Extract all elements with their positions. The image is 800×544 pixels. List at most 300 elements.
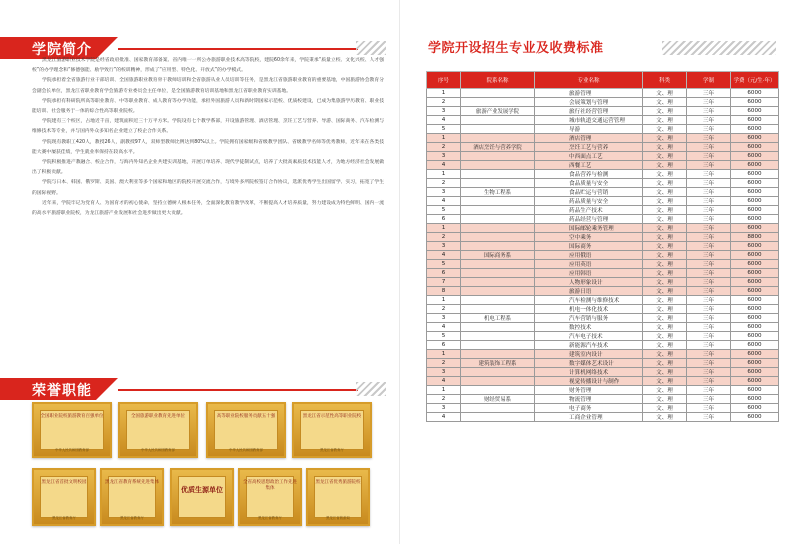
cell-no: 3 [427,404,461,413]
cell-years: 三年 [687,251,731,260]
table-row [427,233,779,242]
intro-paragraph: 学院承担着全省旅游行业干部培训、全国旅游职业教育骨干教师培训和全省旅游从业人员培训等任务，是黑龙江省旅游职业教育的重要基地，中国旅游协会教育分会副会长单位，黑龙江省职业教育学会旅游专业委员会主任单位，是全国旅游教育培训基地和黑龙江省职业教育实训基地。 [32,78,384,94]
cell-fee: 6000 [731,296,779,305]
honor-plaque [32,402,112,458]
table-row [427,224,779,233]
honor-plaque [170,468,234,526]
plaque-text: 黑龙江省示范性高等职业院校 [302,414,362,419]
cell-dept [461,377,535,386]
cell-major: 电子商务 [535,404,643,413]
cell-years: 三年 [687,242,731,251]
cell-years: 三年 [687,350,731,359]
cell-major: 机电一体化技术 [535,305,643,314]
table-row [427,260,779,269]
cell-fee: 6000 [731,197,779,206]
plaque-issuer: 中华人民共和国教育部 [141,448,175,452]
cell-major: 城市轨道交通运营管理 [535,116,643,125]
cell-years: 三年 [687,224,731,233]
cell-major: 数控技术 [535,323,643,332]
plaque-text: 黑龙江省教育系统先进集体 [105,480,159,485]
cell-type: 文、理 [643,296,687,305]
cell-type: 文、理 [643,395,687,404]
plaque-issuer: 黑龙江省教育厅 [320,448,344,452]
cell-dept [461,260,535,269]
cell-no: 1 [427,224,461,233]
cell-type: 文、理 [643,134,687,143]
cell-fee: 6000 [731,359,779,368]
cell-fee: 6000 [731,404,779,413]
cell-major: 应用韩语 [535,269,643,278]
cell-years: 三年 [687,170,731,179]
cell-no: 4 [427,116,461,125]
cell-dept: 酒店烹饪与营养学院 [461,143,535,152]
honor-plaque [100,468,164,526]
honor-plaque [206,402,286,458]
table-row [427,395,779,404]
honor-header [0,378,400,400]
cell-no: 8 [427,287,461,296]
decor-stripes [356,382,386,396]
cell-dept [461,224,535,233]
table-row [427,215,779,224]
plaque-issuer: 黑龙江省教育厅 [52,516,76,520]
cell-type: 文、理 [643,413,687,422]
cell-dept [461,332,535,341]
table-row [427,278,779,287]
cell-major: 汽车营销与服务 [535,314,643,323]
cell-major: 应用英语 [535,260,643,269]
cell-major: 人物形象设计 [535,278,643,287]
cell-no: 2 [427,233,461,242]
cell-type: 文、理 [643,368,687,377]
column-header: 序号 [427,72,461,89]
plaque-text: 优质生源单位 [181,486,223,494]
table-row [427,386,779,395]
cell-major: 食品营养与检测 [535,170,643,179]
fee-table-title: 学院开设招生专业及收费标准 [428,41,604,56]
cell-dept [461,134,535,143]
cell-dept [461,206,535,215]
cell-years: 三年 [687,116,731,125]
honor-plaque [32,468,96,526]
cell-years: 三年 [687,179,731,188]
decor-stripes [662,41,776,55]
cell-no: 6 [427,215,461,224]
cell-years: 三年 [687,323,731,332]
cell-dept: 国际商务系 [461,251,535,260]
cell-type: 文、理 [643,404,687,413]
plaque-text: 全国职业院校旅游教育百强单位 [40,414,104,419]
cell-major: 旅游管理 [535,89,643,98]
cell-type: 文、理 [643,98,687,107]
cell-fee: 6000 [731,251,779,260]
cell-dept [461,98,535,107]
cell-type: 文、理 [643,287,687,296]
table-row [427,296,779,305]
honor-plaque [118,402,198,458]
cell-type: 文、理 [643,386,687,395]
cell-years: 三年 [687,359,731,368]
cell-no: 1 [427,170,461,179]
cell-type: 文、理 [643,278,687,287]
cell-major: 空中乘务 [535,233,643,242]
cell-major: 计算机网络技术 [535,368,643,377]
cell-fee: 6000 [731,386,779,395]
table-row [427,314,779,323]
cell-no: 1 [427,350,461,359]
cell-dept [461,287,535,296]
cell-major: 旅游日语 [535,287,643,296]
cell-type: 文、理 [643,170,687,179]
cell-years: 三年 [687,341,731,350]
cell-dept [461,386,535,395]
cell-major: 视觉传播设计与制作 [535,377,643,386]
cell-years: 三年 [687,332,731,341]
cell-fee: 8800 [731,233,779,242]
cell-years: 三年 [687,206,731,215]
table-row [427,287,779,296]
cell-dept [461,341,535,350]
plaque-issuer: 中华人民共和国教育部 [229,448,263,452]
cell-dept [461,296,535,305]
plaque-text: 全国旅游职业教育先进单位 [131,414,185,419]
cell-major: 物流管理 [535,395,643,404]
cell-type: 文、理 [643,161,687,170]
table-row [427,188,779,197]
cell-dept [461,233,535,242]
cell-years: 三年 [687,161,731,170]
cell-fee: 6000 [731,152,779,161]
cell-fee: 6000 [731,341,779,350]
cell-no: 1 [427,296,461,305]
fee-table-container [426,71,778,422]
cell-years: 三年 [687,314,731,323]
cell-dept [461,368,535,377]
cell-dept [461,404,535,413]
cell-years: 三年 [687,107,731,116]
table-row [427,368,779,377]
table-row [427,116,779,125]
table-row [427,332,779,341]
table-row [427,413,779,422]
cell-dept [461,413,535,422]
cell-no: 4 [427,251,461,260]
cell-dept [461,242,535,251]
cell-dept [461,170,535,179]
cell-no: 4 [427,413,461,422]
cell-years: 三年 [687,413,731,422]
cell-no: 4 [427,323,461,332]
cell-fee: 6000 [731,170,779,179]
cell-years: 三年 [687,215,731,224]
cell-fee: 6000 [731,116,779,125]
table-row [427,323,779,332]
cell-no: 2 [427,179,461,188]
table-row [427,170,779,179]
table-row [427,107,779,116]
intro-paragraph: 学院现有教职工420人，教授26人，副教授97人，双师型教师比例达到80%以上。学院拥有国家级和省级教学团队、省级教学名师等优秀教师，近年来在各类技能大赛中屡获佳绩，学生就业率保持在较高水平。 [32,139,384,155]
cell-type: 文、理 [643,89,687,98]
cell-type: 文、理 [643,197,687,206]
cell-years: 三年 [687,395,731,404]
cell-dept [461,116,535,125]
table-header-row [427,72,779,89]
cell-years: 三年 [687,233,731,242]
cell-years: 三年 [687,305,731,314]
cell-type: 文、理 [643,314,687,323]
cell-fee: 6000 [731,332,779,341]
table-row [427,404,779,413]
intro-paragraph: 学院建有三个校区，占地近千亩，建筑面积近三十万平方米。学院设有七个教学系部，开设旅游管理、酒店管理、烹饪工艺与营养、导游、国际商务、汽车检测与维修技术等专业，并与国内外众多知名企业建立了校企合作关系。 [32,119,384,135]
cell-type: 文、理 [643,143,687,152]
cell-no: 6 [427,341,461,350]
cell-no: 2 [427,359,461,368]
cell-years: 三年 [687,377,731,386]
cell-major: 中西面点工艺 [535,152,643,161]
cell-type: 文、理 [643,332,687,341]
cell-major: 工商企业管理 [535,413,643,422]
cell-major: 应用俄语 [535,251,643,260]
cell-fee: 6000 [731,206,779,215]
cell-no: 5 [427,206,461,215]
table-row [427,125,779,134]
honor-plaque [292,402,372,458]
cell-major: 烹饪工艺与营养 [535,143,643,152]
table-row [427,341,779,350]
plaque-issuer: 黑龙江省旅游局 [326,516,350,520]
cell-type: 文、理 [643,377,687,386]
cell-years: 三年 [687,368,731,377]
cell-type: 文、理 [643,215,687,224]
table-row [427,152,779,161]
cell-type: 文、理 [643,224,687,233]
column-header: 专业名称 [535,72,643,89]
honor-plaque [238,468,302,526]
cell-fee: 6000 [731,161,779,170]
cell-fee: 6000 [731,278,779,287]
column-header: 科类 [643,72,687,89]
cell-type: 文、理 [643,188,687,197]
cell-no: 3 [427,188,461,197]
cell-type: 文、理 [643,152,687,161]
cell-type: 文、理 [643,179,687,188]
cell-type: 文、理 [643,341,687,350]
cell-no: 2 [427,305,461,314]
cell-major: 汽车电子技术 [535,332,643,341]
cell-dept: 建筑装饰工程系 [461,359,535,368]
cell-fee: 6000 [731,125,779,134]
table-row [427,359,779,368]
plaque-text: 黑龙江省首批文明校园 [41,480,87,485]
cell-dept [461,215,535,224]
table-row [427,89,779,98]
cell-dept [461,305,535,314]
honor-title: 荣誉职能 [32,383,92,399]
cell-fee: 6000 [731,413,779,422]
cell-major: 财务管理 [535,386,643,395]
cell-major: 数字媒体艺术设计 [535,359,643,368]
cell-years: 三年 [687,125,731,134]
table-row [427,197,779,206]
cell-fee: 6000 [731,134,779,143]
table-row [427,242,779,251]
cell-no: 1 [427,134,461,143]
cell-dept [461,197,535,206]
cell-fee: 6000 [731,107,779,116]
cell-years: 三年 [687,152,731,161]
cell-no: 3 [427,107,461,116]
cell-major: 国际商务 [535,242,643,251]
cell-no: 5 [427,260,461,269]
cell-years: 三年 [687,89,731,98]
cell-dept: 机电工程系 [461,314,535,323]
cell-dept: 生物工程系 [461,188,535,197]
cell-dept [461,323,535,332]
cell-type: 文、理 [643,125,687,134]
cell-type: 文、理 [643,350,687,359]
cell-fee: 6000 [731,98,779,107]
cell-type: 文、理 [643,323,687,332]
cell-fee: 6000 [731,179,779,188]
cell-dept [461,152,535,161]
cell-fee: 6000 [731,395,779,404]
cell-no: 4 [427,197,461,206]
cell-major: 国际邮轮乘务管理 [535,224,643,233]
cell-no: 4 [427,377,461,386]
cell-fee: 6000 [731,287,779,296]
cell-no: 5 [427,332,461,341]
cell-fee: 6000 [731,215,779,224]
plaque-text: 黑龙江省优秀旅游院校 [315,480,361,485]
cell-no: 3 [427,152,461,161]
cell-major: 建筑室内设计 [535,350,643,359]
intro-paragraph: 黑龙江旅游职业技术学院是经省政府批准、国家教育部备案、省内唯一一所公办旅游职业技术高等院校，建院60余年来，学院秉承“质量立校、文化兴校、人才强校”的办学理念和“修德强能、励学致行”的校训精神，形成了“应用型、特色化、开放式”的办学模式。 [32,58,384,74]
cell-type: 文、理 [643,242,687,251]
cell-major: 食品质量与安全 [535,179,643,188]
cell-no: 6 [427,269,461,278]
plaque-text: 高等职业院校服务贡献五十强 [216,414,276,419]
cell-type: 文、理 [643,116,687,125]
cell-years: 三年 [687,197,731,206]
cell-dept [461,350,535,359]
cell-type: 文、理 [643,260,687,269]
cell-fee: 6000 [731,377,779,386]
plaque-text: 全省高校思想政治工作先进集体 [243,480,297,491]
intro-text [32,56,384,219]
column-header: 院系名称 [461,72,535,89]
cell-major: 酒店管理 [535,134,643,143]
cell-major: 会展策划与管理 [535,98,643,107]
cell-type: 文、理 [643,251,687,260]
cell-major: 导游 [535,125,643,134]
column-header: 学费（元/生·年） [731,72,779,89]
cell-dept [461,269,535,278]
cell-no: 7 [427,278,461,287]
cell-major: 旅行社经营管理 [535,107,643,116]
cell-type: 文、理 [643,233,687,242]
table-row [427,179,779,188]
cell-no: 5 [427,125,461,134]
cell-fee: 6000 [731,350,779,359]
cell-years: 三年 [687,269,731,278]
intro-paragraph: 学院承担有科研院所高等职业教育、中等职业教育、成人教育等办学功能，承担外国旅游人员和新时期国家示范校、优质校建设，已成为集旅游学历教育、职业技能培训、社会服务于一体的综合性高等职业院校。 [32,98,384,115]
cell-years: 三年 [687,386,731,395]
table-row [427,350,779,359]
cell-major: 西餐工艺 [535,161,643,170]
cell-years: 三年 [687,287,731,296]
cell-major: 药品生产技术 [535,206,643,215]
table-row [427,377,779,386]
right-page [400,0,800,544]
cell-fee: 6000 [731,242,779,251]
cell-dept [461,179,535,188]
cell-years: 三年 [687,143,731,152]
cell-dept [461,125,535,134]
cell-fee: 6000 [731,89,779,98]
cell-no: 2 [427,395,461,404]
table-row [427,251,779,260]
intro-paragraph: 近年来，学院牢记为党育人、为国育才的初心使命，坚持立德树人根本任务，全面深化教育教学改革，不断提高人才培养质量，努力建设成为特色鲜明、国内一流的高水平旅游职业院校，为龙江旅游产业发展和社会进步做出更大贡献。 [32,200,384,217]
cell-dept [461,161,535,170]
intro-paragraph: 学院积极推进产教融合、校企合作，与海内外知名企业共建实训基地，开展订单培养、现代学徒制试点，培养了大批高素质技术技能人才，为地方经济社会发展做出了积极贡献。 [32,160,384,176]
table-row [427,98,779,107]
cell-no: 4 [427,161,461,170]
cell-type: 文、理 [643,269,687,278]
plaque-issuer: 黑龙江省教育厅 [120,516,144,520]
cell-no: 3 [427,242,461,251]
table-row [427,305,779,314]
cell-dept: 旅游产业发展学院 [461,107,535,116]
cell-major: 汽车检测与维修技术 [535,296,643,305]
cell-no: 1 [427,89,461,98]
fee-table [426,71,779,422]
cell-years: 三年 [687,278,731,287]
cell-no: 2 [427,143,461,152]
cell-fee: 6000 [731,224,779,233]
cell-fee: 6000 [731,143,779,152]
cell-fee: 6000 [731,269,779,278]
cell-dept [461,278,535,287]
cell-type: 文、理 [643,359,687,368]
cell-fee: 6000 [731,305,779,314]
intro-paragraph: 学院与日本、韩国、俄罗斯、美国、澳大利亚等多个国家和地区的院校开展交流合作，与境外多所院校签订合作协议，选派优秀学生出国留学、实习，拓宽了学生的国际视野。 [32,180,384,196]
cell-years: 三年 [687,260,731,269]
cell-major: 药品质量与安全 [535,197,643,206]
cell-fee: 6000 [731,188,779,197]
decor-stripes [356,41,386,55]
cell-dept: 财经贸易系 [461,395,535,404]
cell-years: 三年 [687,134,731,143]
table-row [427,143,779,152]
cell-type: 文、理 [643,107,687,116]
cell-fee: 6000 [731,368,779,377]
cell-type: 文、理 [643,305,687,314]
cell-years: 三年 [687,98,731,107]
cell-no: 3 [427,368,461,377]
cell-fee: 6000 [731,323,779,332]
cell-major: 新能源汽车技术 [535,341,643,350]
cell-dept [461,89,535,98]
table-row [427,134,779,143]
cell-years: 三年 [687,404,731,413]
cell-fee: 6000 [731,260,779,269]
cell-years: 三年 [687,296,731,305]
table-row [427,161,779,170]
column-header: 学制 [687,72,731,89]
table-row [427,206,779,215]
plaque-issuer: 中华人民共和国教育部 [55,448,89,452]
cell-fee: 6000 [731,314,779,323]
